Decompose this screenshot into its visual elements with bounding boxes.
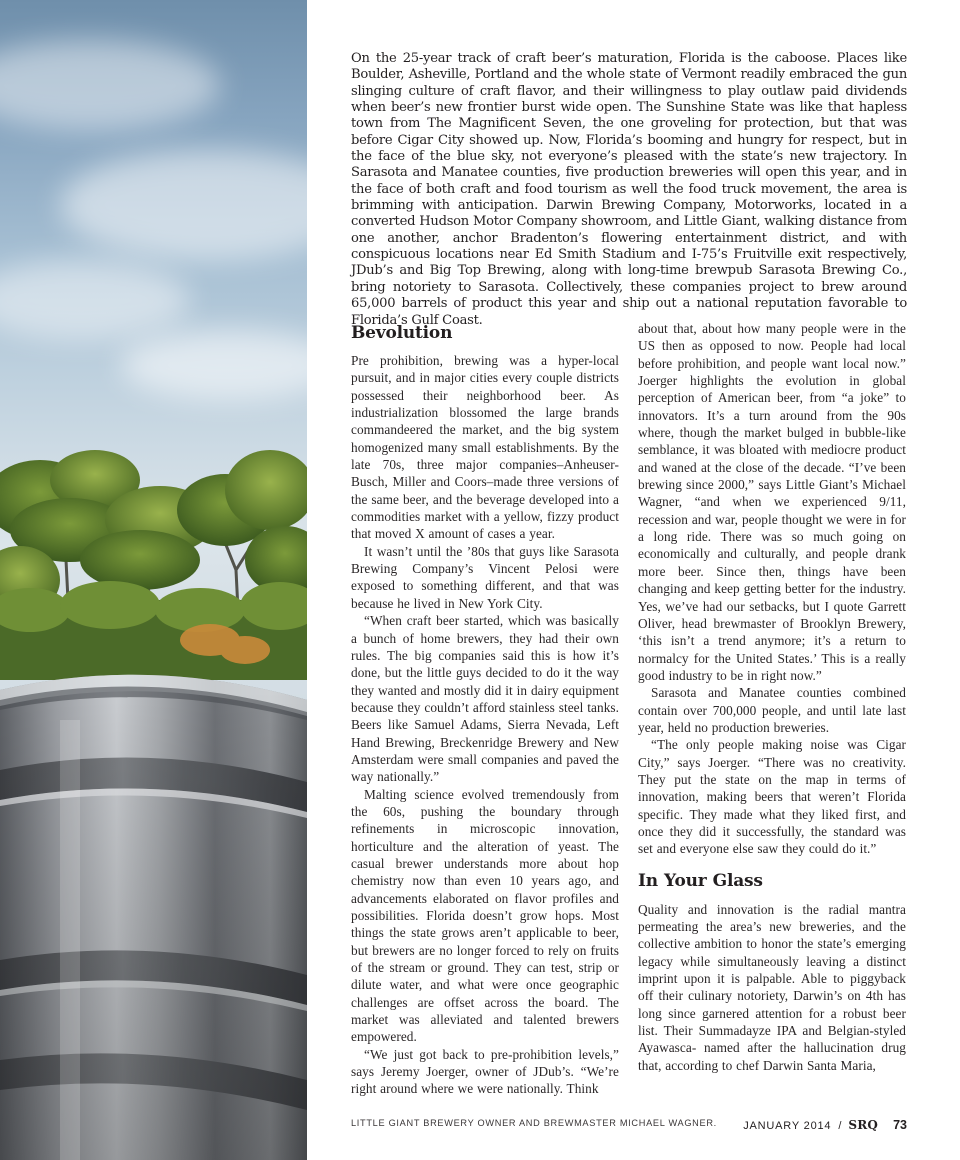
body-paragraph: Pre prohibition, brewing was a hyper-local pursuit, and in major cities every couple districts possessed their neighborhood beer. As industrialization blossomed the large brands commandeered the market, and the big system homogenized many small establishments. By the late 70s, three major companies–Anheuser-Busch, Miller and Coors–made three versions of the same beer, and the beverage developed into a commodities market with a yellow, fizzy product that moved X amount of cases a year. bbox=[351, 353, 619, 542]
intro-paragraph: On the 25-year track of craft beer’s maturation, Florida is the caboose. Places like Boulder, Asheville, Portland and the whole state of Vermont readily embraced the gun slinging culture of craft flavor, and their willingness to play outlaw paid dividends when beer’s new frontier burst wide open. The Sunshine State was like that hapless town from The Magnificent Seven, the one groveling for protection, but that was before Cigar City showed up. Now, Florida’s booming and hungry for respect, but in the face of the blue sky, not everyone’s pleased with the state’s new trajectory. In Sarasota and Manatee counties, five production breweries will open this year, and in the face of both craft and food tourism as well the food truck movement, the area is brimming with anticipation. Darwin Brewing Company, Motorworks, located in a converted Hudson Motor Company showroom, and Little Giant, walking distance from one another, anchor Bradenton’s flowering entertainment district, and with conspicuous locations near Ed Smith Stadium and I-75’s Fruitville exit respectively, JDub’s and Big Top Brewing, along with long-time brewpub Sarasota Brewing Co., bring notoriety to Sarasota. Collectively, these companies project to brew around 65,000 barrels of product this year and ship out a national reputation favorable to Florida’s Gulf Coast. bbox=[351, 51, 907, 328]
page-folio bbox=[743, 1118, 907, 1132]
body-paragraph: “The only people making noise was Cigar City,” says Joerger. “There was no creativity. They put the state on the map in terms of innovation, making beers that weren’t Florida specific. They made what they liked first, and once they did it successfully, the standard was set and everyone else saw they could do it.” bbox=[638, 737, 906, 857]
article-column-right bbox=[638, 320, 906, 1074]
issue-date: JANUARY 2014 bbox=[743, 1120, 832, 1132]
body-paragraph: Quality and innovation is the radial mantra permeating the area’s new breweries, and the collective ambition to honor the state’s emerging legacy while simultaneously leaving a distinct imprint upon it is palpable. Able to piggyback off their culinary notoriety, Darwin’s on 4th has long since garnered attention for a robust beer list. Their Summadayze IPA and Belgian-styled Ayawasca- named after the hallucination drug that, according to chef Darwin Santa Maria, bbox=[638, 901, 906, 1073]
article-intro bbox=[351, 51, 907, 329]
steel-keg bbox=[0, 0, 307, 1160]
magazine-name: SRQ bbox=[848, 1118, 879, 1132]
body-paragraph: about that, about how many people were in the US then as opposed to now. People had local before prohibition, and people want local now.” Joerger highlights the evolution in global perception of American beer, from “a joke” to innovators. It’s a turn around from the 90s where, though the market bulged in bubble-like semblance, it was bloated with mediocre product and waned at the close of the decade. “I’ve been brewing since 2000,” says Little Giant’s Michael Wagner, “and when we experienced 9/11, recession and war, people thought we were in for a long ride. There was so much going on economically and culturally, and people drank more beer. Since then, things have been changing and keep getting better for the industry. Yes, we’ve had our setbacks, but I quote Garrett Oliver, head brewmaster of Brooklyn Brewery, ‘this isn’t a trend anymore; it’s a return to normalcy for the United States.’ This is a really good industry to be in right now.” bbox=[638, 321, 906, 683]
body-paragraph: “We just got back to pre-prohibition levels,” says Jeremy Joerger, owner of JDub’s. “We’re right around where we were nationally. Think bbox=[351, 1046, 619, 1097]
body-paragraph: It wasn’t until the ’80s that guys like Sarasota Brewing Company’s Vincent Pelosi were exposed to something different, and that was because he lived in New York City. bbox=[351, 543, 619, 611]
body-paragraph: Malting science evolved tremendously from the 60s, pushing the boundary through refinements in microscopic innovation, horticulture and the alteration of yeast. The casual brewer understands more about hop chemistry now than even 10 years ago, and advancements elaborated on flavor profiles and possibilities. Florida doesn’t grow hops. Most things the state grows aren’t applicable to beer, but brewers are no longer forced to rely on fruits of the stream or ground. They can test, strip or dilute water, and what were once geographic challenges are offset across the board. The market was alleviated and talented brewers empowered. bbox=[351, 786, 619, 1045]
body-paragraph: Sarasota and Manatee counties combined contain over 700,000 people, and until late last year, held no production breweries. bbox=[638, 685, 906, 735]
keg-photo bbox=[0, 0, 307, 1160]
page-number: 73 bbox=[893, 1118, 907, 1132]
article-column-left bbox=[351, 320, 619, 1098]
body-paragraph: “When craft beer started, which was basically a bunch of home brewers, they had their own rules. The big companies said this is how it’s done, but the little guys decided to do it the way they wanted and mostly did it in dairy equipment because they couldn’t afford stainless steel tanks. Beers like Samuel Adams, Sierra Nevada, Left Hand Brewing, Breckenridge Brewery and New Amsterdam were small companies and paved the way nationally.” bbox=[351, 613, 619, 785]
section-heading-in-your-glass: In Your Glass bbox=[638, 870, 763, 891]
section-heading-bevolution: Bevolution bbox=[351, 323, 453, 343]
folio-separator: / bbox=[838, 1120, 842, 1132]
photo-caption: LITTLE GIANT BREWERY OWNER AND BREWMASTER MICHAEL WAGNER. bbox=[351, 1118, 717, 1128]
